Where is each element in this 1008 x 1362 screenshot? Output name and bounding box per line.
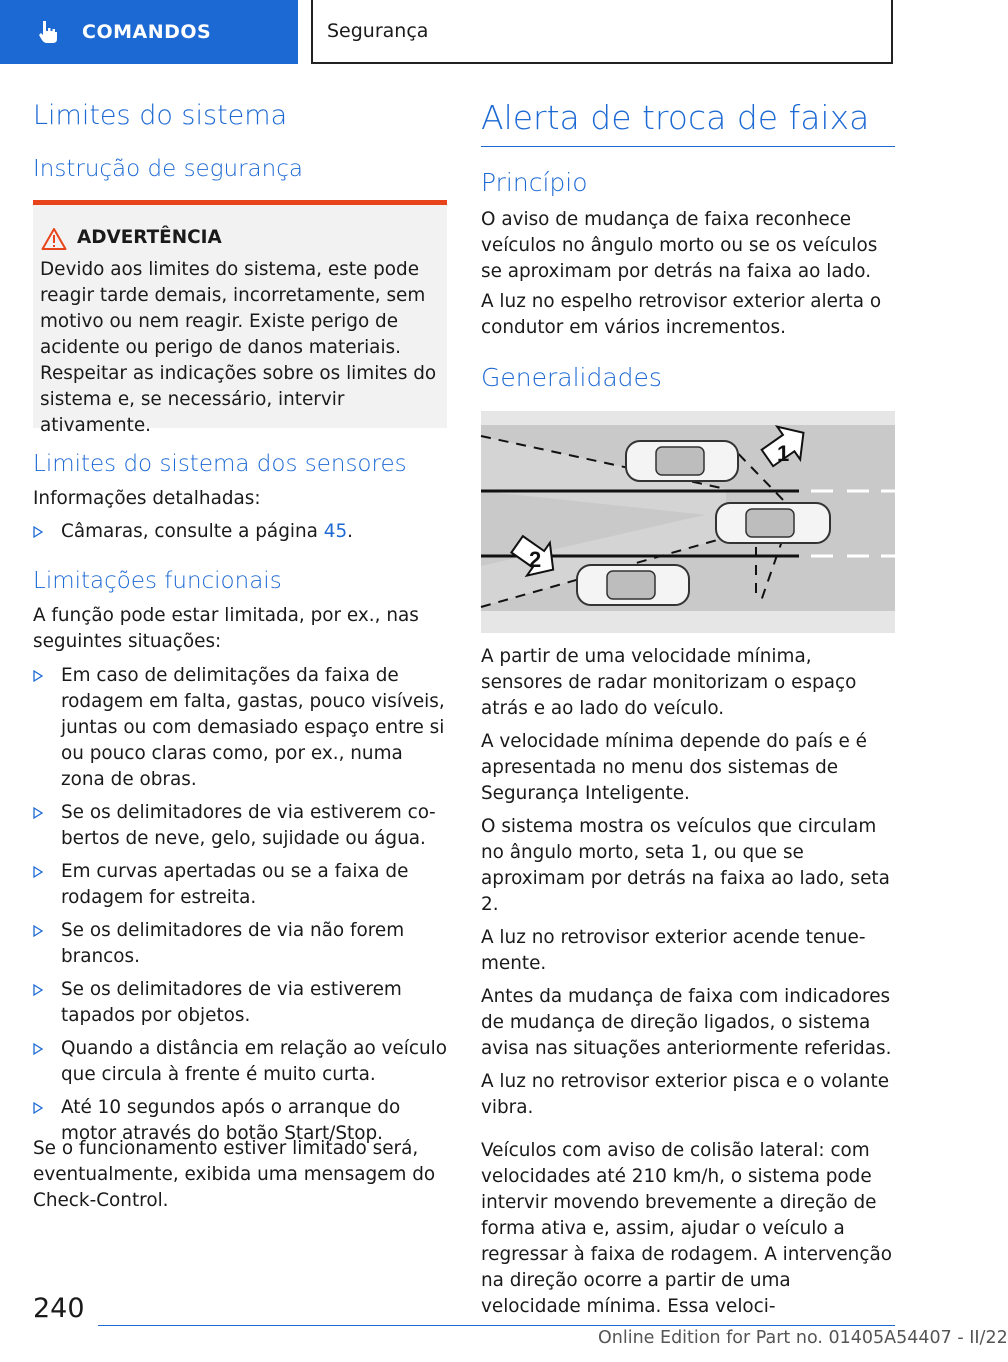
hand-pointer-icon <box>36 19 62 45</box>
body-paragraph: A partir de uma velocidade mínima, sensores de radar monitorizam o espaço atrás e ao lado do veículo. <box>481 646 857 719</box>
limitations-intro: A função pode estar limitada, por ex., nas seguintes situações: <box>33 605 419 652</box>
general-heading: Generalidades <box>481 363 662 392</box>
warning-title: ADVERTÊNCIA <box>77 227 222 248</box>
principle-heading: Princípio <box>481 168 588 197</box>
list-item-text: Em curvas apertadas ou se a faixa de rodagem for estreita. <box>61 861 409 908</box>
list-item <box>33 663 448 793</box>
section-subtitle: Instrução de segurança <box>33 156 303 182</box>
warning-triangle-icon <box>41 227 67 251</box>
car-own <box>716 503 830 543</box>
list-item <box>33 519 448 545</box>
list-item-text: Se os delimitadores de via não forem brancos. <box>61 920 405 967</box>
list-item-text: Em caso de delimitações da faixa de rodagem em falta, gastas, pouco visíveis, juntas ou com demasiado espaço entre si ou pouco claras como, por ex., numa zona de obras. <box>61 665 445 790</box>
right-title: Alerta de troca de faixa <box>481 98 870 137</box>
bullet-triangle-icon <box>33 807 43 819</box>
list-item <box>33 859 448 911</box>
tab-section-label: Segurança <box>327 20 429 42</box>
footer-rule <box>98 1325 895 1326</box>
tab-commands-label: COMANDOS <box>82 21 212 43</box>
list-item-text: Se os delimitadores de via estiverem cobertos de neve, gelo, sujidade ou água. <box>61 802 436 849</box>
lane-change-figure <box>481 411 895 633</box>
limitations-closing: Se o funcionamento estiver limitado será, eventualmente, exibida uma mensagem do Check-Control. <box>33 1138 436 1211</box>
body-paragraph: O sistema mostra os veículos que circulam no ângulo morto, seta 1, ou que se aproximam por detrás na faixa ao lado, seta 2. <box>481 816 890 915</box>
sensors-item-suffix: . <box>347 521 354 542</box>
list-item <box>33 977 448 1029</box>
figure-label-2: 2 <box>529 547 542 572</box>
sensors-intro: Informações detalhadas: <box>33 488 261 509</box>
page-link[interactable]: 45 <box>323 521 348 542</box>
body-paragraph: Veículos com aviso de colisão lateral: com velocidades até 210 km/h, o sistema pode intervir movendo brevemente a direção de forma ativa e, assim, ajudar o veículo a regressar à faixa de rodagem. A intervenção na direção ocorre a partir de uma velocidade mínima. Essa veloci- <box>481 1140 892 1317</box>
bullet-triangle-icon <box>33 866 43 878</box>
sensors-item-text: Câmaras, consulte a página <box>61 521 324 542</box>
limitations-list <box>33 663 448 1154</box>
bullet-triangle-icon <box>33 526 43 538</box>
title-rule <box>481 146 895 147</box>
bullet-triangle-icon <box>33 1102 43 1114</box>
list-item <box>33 918 448 970</box>
section-title: Limites do sistema <box>33 100 288 131</box>
tab-section[interactable] <box>311 0 893 64</box>
footer-edition: Online Edition for Part no. 01405A54407 - II/22 <box>598 1328 1008 1348</box>
list-item <box>33 1036 448 1088</box>
bullet-triangle-icon <box>33 984 43 996</box>
list-item-text: Até 10 segundos após o arranque do motor através do botão Start/Stop. <box>61 1097 401 1144</box>
car-top <box>626 441 738 481</box>
list-item-text: Quando a distância em relação ao veículo que circula à frente é muito curta. <box>61 1038 447 1085</box>
list-item <box>33 800 448 852</box>
tab-commands[interactable] <box>0 0 298 64</box>
sensors-heading: Limites do sistema dos sensores <box>33 451 407 477</box>
body-paragraph: A luz no retrovisor exterior acende tenuemente. <box>481 927 866 974</box>
limitations-heading: Limitações funcionais <box>33 568 282 594</box>
body-paragraph: Antes da mudança de faixa com indicadores de mudança de direção ligados, o sistema avisa nas situações anteriormente referidas. <box>481 986 892 1059</box>
body-paragraph: A luz no retrovisor exterior pisca e o volante vibra. <box>481 1071 890 1118</box>
list-item-text: Se os delimitadores de via estiverem tapados por objetos. <box>61 979 402 1026</box>
general-paragraphs <box>481 644 896 1320</box>
figure-label-1: 1 <box>777 441 790 466</box>
bullet-triangle-icon <box>33 670 43 682</box>
body-paragraph: A velocidade mínima depende do país e é apresentada no menu dos sistemas de Segurança Inteligente. <box>481 731 867 804</box>
bullet-triangle-icon <box>33 1043 43 1055</box>
bullet-triangle-icon <box>33 925 43 937</box>
warning-box <box>33 200 447 436</box>
warning-body: Devido aos limites do sistema, este pode reagir tarde demais, incorretamente, sem motivo ou nem reagir. Existe perigo de acidente ou perigo de danos materiais. Respeitar as indicações sobre os limites do sistema e, se necessário, intervir ativamente. <box>40 259 437 436</box>
page-number: 240 <box>33 1293 85 1324</box>
principle-paragraph-2: A luz no espelho retrovisor exterior alerta o condutor em vários incrementos. <box>481 291 882 338</box>
sensors-list <box>33 519 448 552</box>
car-bottom <box>577 565 689 605</box>
principle-paragraph-1: O aviso de mudança de faixa reconhece veículos no ângulo morto ou se os veículos se aproximam por detrás na faixa ao lado. <box>481 209 878 282</box>
